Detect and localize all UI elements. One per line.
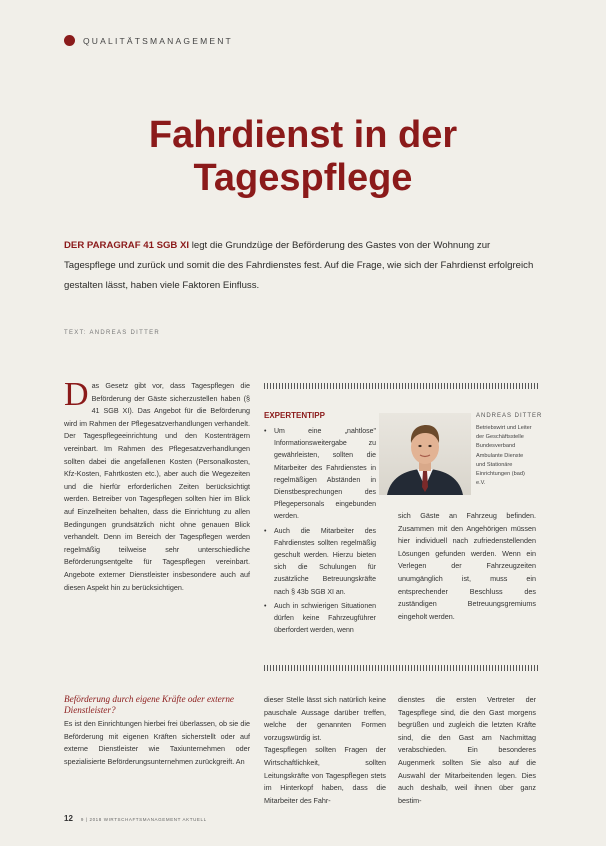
tip-item: • Um eine „nahtlose" Informationsweitergabe zu gewährleisten, sollten die Mitarbeiter des Fahrdienstes in regelmäßigen Abständen in Dienstbesprechungen des Pflegepersonals eingebunden werden.: [264, 426, 376, 524]
subheading: Beförderung durch eigene Kräfte oder externe Dienstleister?: [64, 694, 235, 716]
article-title: [0, 114, 606, 200]
rubric-bullet-icon: [64, 35, 75, 46]
tip-item: • Auch die Mitarbeiter des Fahrdienstes sollten regelmäßig geschult werden. Hierzu bieten sich die Schulungen für zusätzliche Betreuungskräfte nach § 43b SGB XI an.: [264, 526, 376, 599]
column-1-text: as Gesetz gibt vor, dass Tagespflegen die Beförderung der Gäste sicherzustellen haben (§ 41 SGB XI). Das Angebot für die Beförderung wird im Rahmen der Pflegesatzverhandlungen verhandelt. Der Tagespflegeeinrichtung und den Kostenträgern vereinbart. Im Rahmen des Pflegesatzverhandlungen sollten dabei die angefallenen Kosten (Personalkosten, Kfz-Kosten, Fahrtkosten etc.), aber auch die Wegezeiten und die hierfür erforderlichen Zeiten berücksichtigt werden. Betreiber von Tagespflegen sollten hier im Blick auf Einzelheiten behalten, dass die Einrichtung zu allen Bedingungen grundsätzlich nicht ohne genauen Blick verhandelt. Denn im Bereich der Tagespflegen werden regelmäßig teilweise sehr unterschiedliche Beförderungsentgelte für Tagespflegen vereinbart. Angebote externer Dienstleister insbesondere auch auf diesen Aspekt hin zu berücksichtigen.: [64, 381, 250, 592]
tip-list: [264, 426, 376, 639]
author-line: TEXT: ANDREAS DITTER: [64, 330, 161, 336]
tip-item: • Auch in schwierigen Situationen dürfen keine Fahrzeugführer überfordert werden, wenn: [264, 601, 376, 638]
author-bio: Betriebswirt und Leiter der Geschäftsstelle Bundesverband Ambulante Dienste und Stationäre Einrichtungen (bad) e.V.: [476, 425, 532, 487]
box-top-rule: [264, 383, 538, 389]
column-1-lower: Es ist den Einrichtungen hierbei frei überlassen, ob sie die Beförderung mit eigenen Kräften sicherstellt oder auf externe Dienstleister wie Taxiunternehmen oder spezialisierte Beförderungsunternehmen zurückgreift. An: [64, 719, 250, 766]
title-line-1: Fahrdienst in der: [148, 114, 458, 156]
column-1: [64, 380, 250, 680]
column-2-lower: dieser Stelle lässt sich natürlich keine pauschale Aussage darüber treffen, welche der genannten Formen vorzugswürdig ist. Tagespflegen sollten Fragen der Wirtschaftlichkeit, sollten Leitungskräfte von Tagespflegen stets im Hinterkopf haben, dass die Mitarbeiter des Fahr-: [264, 695, 386, 804]
title-line-2: Tagespflege: [193, 157, 413, 199]
column-3-lower: dienstes die ersten Vertreter der Tagespflege sind, die den Gast morgens begrüßen und zugleich die letzten Kräfte sind, die den Gast am Nachmittag verabschieden. Ein besonderes Augenmerk sollten Sie also auf die Auswahl der Mitarbeitenden legen. Dies auch deshalb, weil ihnen über ganz bestim-: [398, 695, 536, 804]
lead-text: legt die Grundzüge der Beförderung des Gastes von der Wohnung zur Tagespflege und zurück und somit die des Fahrdienstes fest. Auf die Frage, wie sich der Fahrdienst erfolgreich gestalten lässt, haben viele Faktoren Einfluss.: [64, 240, 534, 291]
lead-emphasis: DER PARAGRAF 41 SGB XI: [64, 240, 190, 251]
issue-label: 9 | 2018 WIRTSCHAFTSMANAGEMENT AKTUELL: [80, 817, 207, 822]
page-number: 12: [64, 814, 73, 823]
box-title: EXPERTENTIPP: [264, 411, 325, 420]
author-portrait: [379, 413, 471, 495]
box-continuation: sich Gäste an Fahrzeug befinden. Zusammen mit den Angehörigen müssen hier individuell nach zufriedenstellenden Lösungen gefunden werden. Wenn ein Verlegen der Fahrzeugzeiten unumgänglich ist, muss ein entsprechender Beschluss des zuständigen Betreuungsgremiums eingeholt werden.: [398, 511, 536, 621]
rubric-label: QUALITÄTSMANAGEMENT: [83, 35, 233, 46]
lead-paragraph: [64, 236, 534, 296]
author-name: ANDREAS DITTER: [476, 413, 543, 419]
page-footer: [64, 814, 207, 823]
section-rubric: [64, 35, 233, 46]
portrait-illustration: [379, 413, 471, 495]
box-bottom-rule: [264, 665, 538, 671]
dropcap: D: [64, 380, 89, 413]
